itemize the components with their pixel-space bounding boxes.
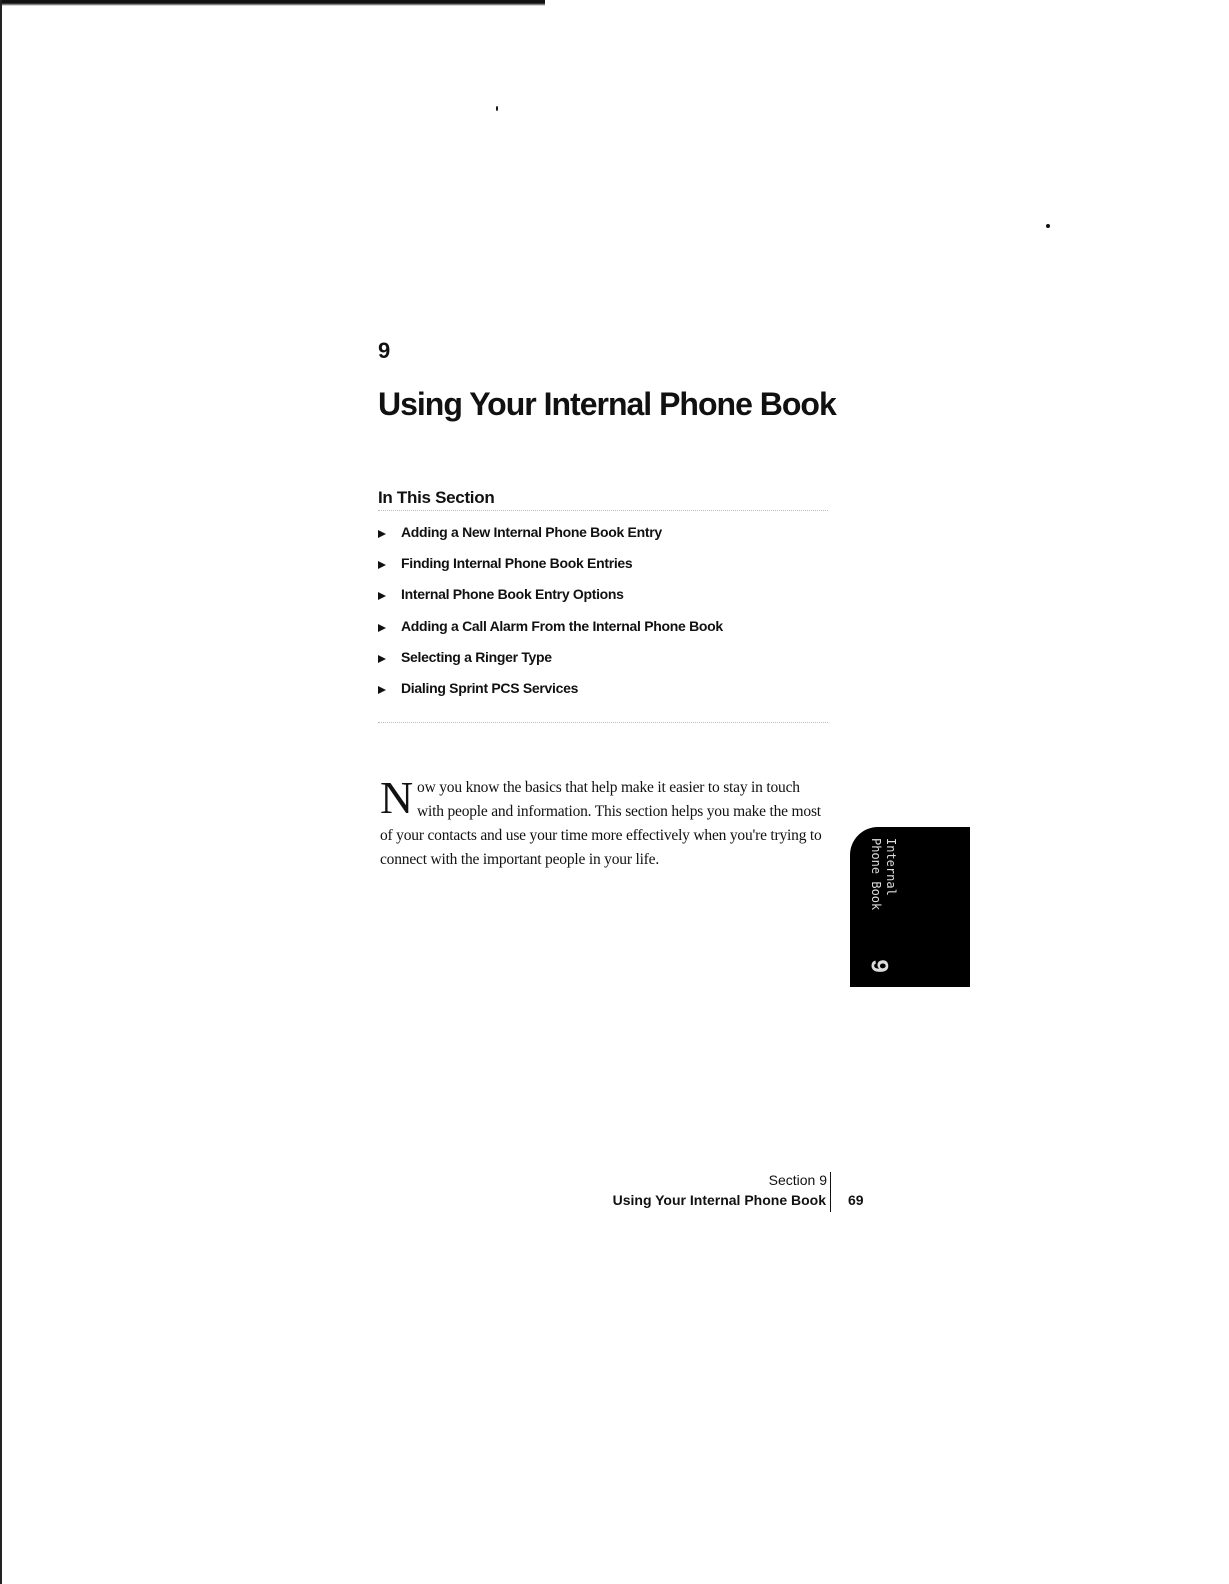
list-item-label: Finding Internal Phone Book Entries xyxy=(401,555,633,572)
list-item[interactable] xyxy=(378,586,723,617)
arrow-bullet-icon xyxy=(378,624,386,632)
section-contents-list xyxy=(378,524,723,711)
scan-speck xyxy=(1046,224,1050,228)
list-item-label: Selecting a Ringer Type xyxy=(401,648,552,665)
list-item-label: Dialing Sprint PCS Services xyxy=(401,679,579,696)
list-item[interactable] xyxy=(378,680,723,711)
chapter-tab-number: 9 xyxy=(865,959,893,973)
list-item-label: Adding a Call Alarm From the Internal Phone Book xyxy=(401,617,723,634)
intro-text: ow you know the basics that help make it easier to stay in touch with people and information. This section helps you make the most of your contacts and use your time more effectively when you're trying to connect with the important people in your life. xyxy=(380,779,822,868)
footer-section: Section 9 xyxy=(768,1172,827,1188)
scan-edge-left xyxy=(0,0,2,1584)
in-this-section-heading: In This Section xyxy=(378,488,495,507)
arrow-bullet-icon xyxy=(378,530,386,538)
arrow-bullet-icon xyxy=(378,655,386,663)
page-title: Using Your Internal Phone Book xyxy=(378,386,836,422)
list-item-label: Internal Phone Book Entry Options xyxy=(401,586,624,603)
footer-divider xyxy=(830,1172,831,1212)
list-item[interactable] xyxy=(378,524,723,555)
section-top-rule xyxy=(378,510,828,511)
list-item[interactable] xyxy=(378,649,723,680)
list-item[interactable] xyxy=(378,618,723,649)
chapter-tab-label: Internal Phone Book xyxy=(869,838,898,911)
section-bottom-rule xyxy=(378,722,828,723)
footer-title: Using Your Internal Phone Book xyxy=(612,1192,826,1208)
arrow-bullet-icon xyxy=(378,592,386,600)
drop-cap: N xyxy=(380,772,414,823)
arrow-bullet-icon xyxy=(378,561,386,569)
chapter-number: 9 xyxy=(378,338,391,363)
arrow-bullet-icon xyxy=(378,686,386,694)
list-item[interactable] xyxy=(378,555,723,586)
list-item-label: Adding a New Internal Phone Book Entry xyxy=(401,524,662,540)
scan-edge-top xyxy=(0,0,545,6)
scan-speck xyxy=(496,106,498,111)
page-number: 69 xyxy=(848,1192,864,1208)
intro-paragraph xyxy=(380,772,830,872)
